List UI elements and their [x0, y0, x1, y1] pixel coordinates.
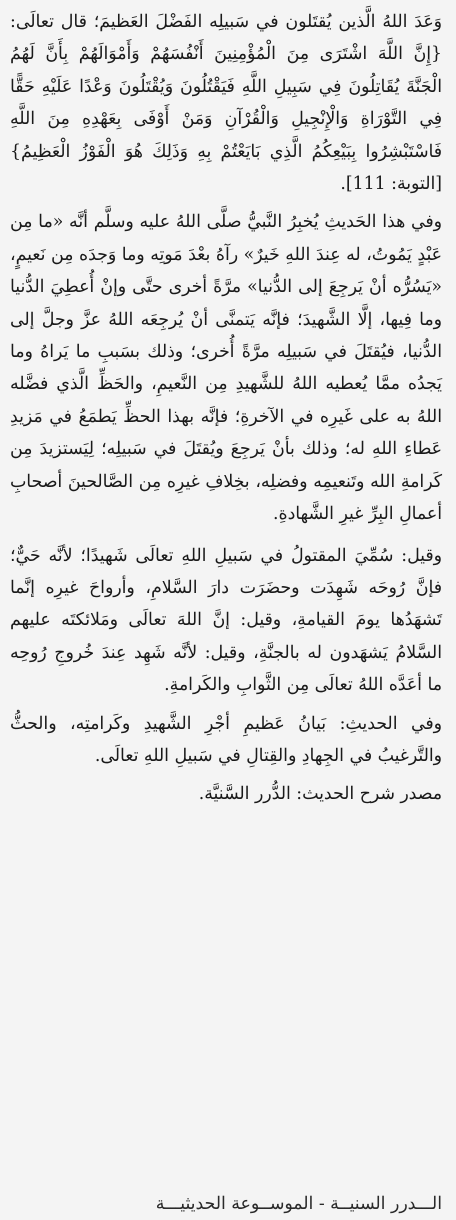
paragraph-hadith-benefits: وفي الحديثِ: بَيانُ عَظيمِ أجْرِ الشَّهيدِ وكَرامتِه، والحثُّ والتَّرغيبُ في الجِهادِ والقِتالِ في سَبيلِ اللهِ تعالَى.: [10, 713, 442, 766]
source-attribution: مصدر شرح الحديث: الدُّرر السَّنيَّة.: [198, 784, 442, 805]
cut-off-footer-text: الـــدرر السنيــة - الموســوعة الحديثيـــة: [155, 1194, 442, 1214]
paragraph-hadith-explanation: وفي هذا الحَديثِ يُخبِرُ النَّبيُّ صلَّى اللهُ عليه وسلَّم أنَّه «ما مِن عَبْدٍ يَمُوتُ، له عِندَ اللهِ خَيرٌ» رآهُ بعْدَ مَوتِه وما وَجدَه مِن نَعيمٍ، «يَسُرُّه أنْ يَرجِعَ إلى الدُّنيا» مرَّةً أخرى حتَّى وإنْ أُعطِيَ الدُّنيا وما فِيها، إلَّا الشَّهيدَ؛ فإنَّه يَتمنَّى أنْ يُرجِعَه اللهُ عزَّ وجلَّ إلى الدُّنيا، فيُقتَلَ في سَبيلِه مرَّةً أُخرى؛ وذلك بسَببِ ما يَراهُ وما يَجدُه ممَّا يُعطيه اللهُ للشَّهيدِ مِن النَّعيمِ، والحَظِّ الَّذي فضَّله اللهُ به على غَيرِه في الآخرةِ؛ فإنَّه بهذا الحظِّ يَطمَعُ في مَزيدِ عَطاءِ اللهِ له؛ وذلك بأنْ يَرجِعَ ويُقتَلَ في سَبيلِه؛ لِيَستزيدَ مِن كَرامةِ الله وتَنعيمِه وفضلِه، بخِلافِ غيرِه مِن الصَّالحينَ أصحابِ أعمالِ البِرِّ غيرِ الشَّهادةِ.: [10, 212, 442, 525]
paragraph-intro-verse: وَعَدَ اللهُ الَّذين يُقتَلون في سَبيلِه الفَضْلَ العَظيمَ؛ قال تعالَى: {إِنَّ اللَّهَ اشْتَرَى مِنَ الْمُؤْمِنِينَ أَنْفُسَهُمْ وَأَمْوَالَهُمْ بِأَنَّ لَهُمُ الْجَنَّةَ يُقَاتِلُونَ فِي سَبِيلِ اللَّهِ فَيَقْتُلُونَ وَيُقْتَلُونَ وَعْدًا عَلَيْهِ حَقًّا فِي التَّوْرَاةِ وَالْإِنْجِيلِ وَالْقُرْآنِ وَمَنْ أَوْفَى بِعَهْدِهِ مِنَ اللَّهِ فَاسْتَبْشِرُوا بِبَيْعِكُمُ الَّذِي بَايَعْتُمْ بِهِ وَذَلِكَ هُوَ الْفَوْزُ الْعَظِيمُ} [التوبة: 111].: [10, 12, 442, 195]
paragraph-martyr-naming: وقيل: سُمِّيَ المقتولُ في سَبيلِ اللهِ تعالَى شَهيدًا؛ لأنَّه حَيٌّ؛ فإنَّ رُوحَه شَهِدَت وحضَرَت دارَ السَّلامِ، وأرواحَ غيرِه إنَّما تَشهَدُها يومَ القيامةِ، وقيل: إنَّ اللهَ تعالَى ومَلائكتَه عليهم السَّلامُ يَشهَدون له بالجنَّةِ، وقيل: لأنَّه شَهِد عِندَ خُروجِ رُوحِه ما أعَدَّه اللهُ تعالَى مِن الثَّوابِ والكَرامةِ.: [10, 545, 442, 696]
